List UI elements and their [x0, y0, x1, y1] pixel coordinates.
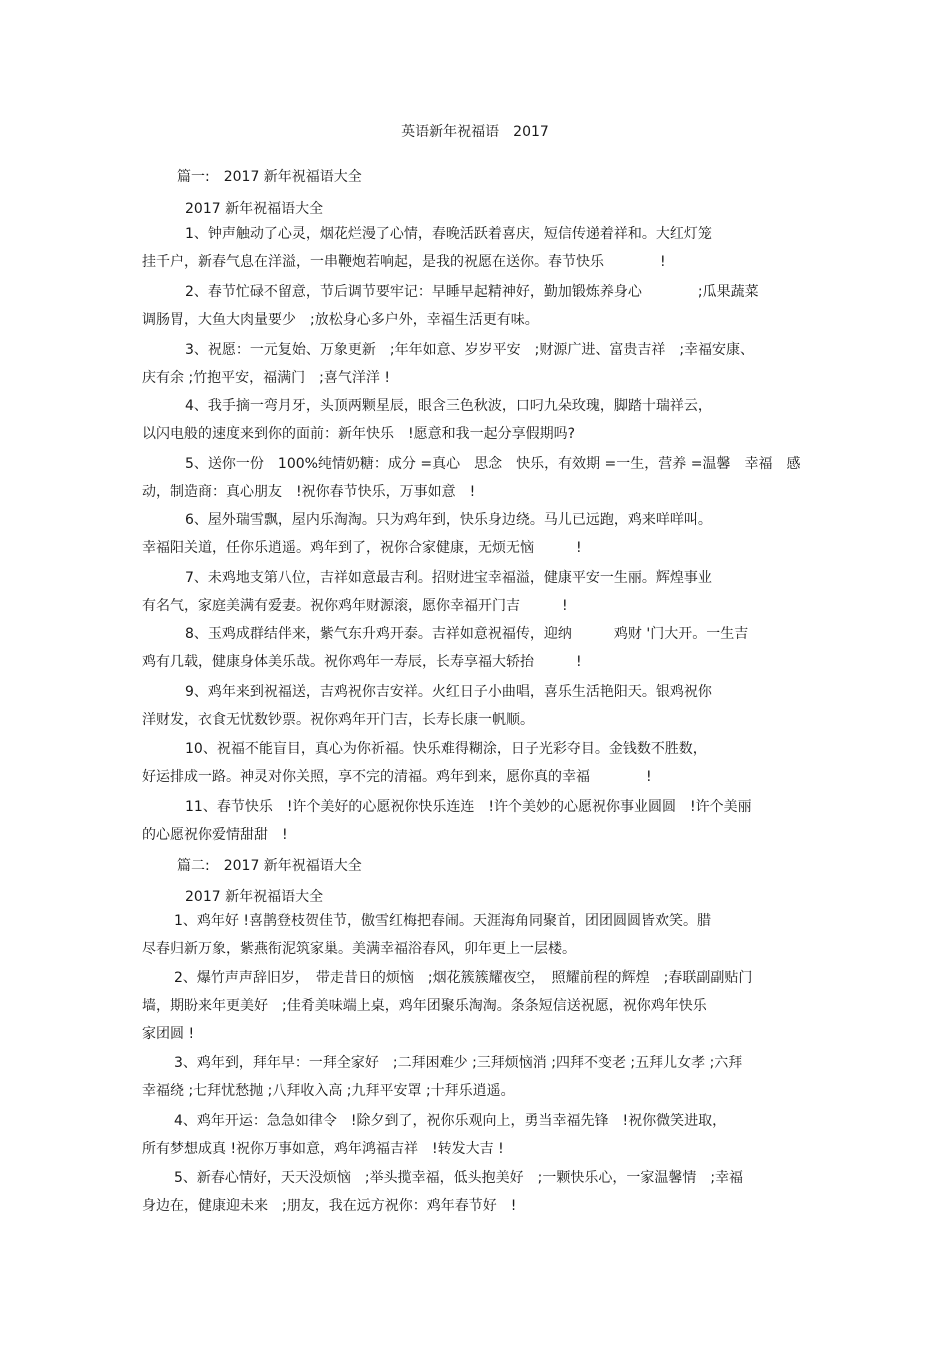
section1-paragraph-8: [142, 620, 812, 676]
paragraph-line: 洋财发，衣食无忧数钞票。祝你鸡年开门吉，长寿长康一帆顺。: [142, 712, 534, 728]
paragraph-line: 10、祝福不能盲目，真心为你祈福。快乐难得糊涂，日子光彩夺目。金钱数不胜数，: [185, 741, 707, 757]
section2-paragraph-5: [142, 1164, 812, 1220]
section2-heading: 篇二: 2017 新年祝福语大全: [177, 858, 362, 874]
paragraph-line: 所有梦想成真 !祝你万事如意，鸡年鸿福吉祥 !转发大吉 !: [142, 1141, 504, 1157]
section1-paragraph-5: [142, 450, 812, 506]
paragraph-line: 家团圆 !: [142, 1026, 195, 1042]
document-title: 英语新年祝福语 2017: [401, 124, 549, 140]
paragraph-line: 尽春归新万象，紫燕衔泥筑家巢。美满幸福浴春风，卯年更上一层楼。: [142, 941, 576, 957]
paragraph-line: 5、送你一份 100%纯情奶糖：成分 =真心 思念 快乐，有效期 =一生，营养 =温馨 幸福 感: [185, 456, 801, 472]
paragraph-line: 挂千户，新春气息在洋溢，一串鞭炮若响起，是我的祝愿在送你。春节快乐 !: [142, 254, 666, 270]
paragraph-line: 5、新春心情好，天天没烦恼 ;举头揽幸福，低头抱美好 ;一颗快乐心，一家温馨情 ;幸福: [174, 1170, 744, 1186]
section1-paragraph-3: [142, 336, 812, 392]
section1-subheading: 2017 新年祝福语大全: [185, 201, 324, 217]
paragraph-line: 的心愿祝你爱情甜甜 !: [142, 827, 288, 843]
section2-paragraph-4: [142, 1107, 812, 1163]
section2-paragraph-2: [142, 964, 812, 1048]
section1-paragraph-6: [142, 506, 812, 562]
paragraph-line: 2、爆竹声声辞旧岁， 带走昔日的烦恼 ;烟花簇簇耀夜空， 照耀前程的辉煌 ;春联副副贴门: [174, 970, 753, 986]
paragraph-line: 庆有余 ;竹抱平安，福满门 ;喜气洋洋 !: [142, 370, 390, 386]
paragraph-line: 幸福绕 ;七拜忧愁抛 ;八拜收入高 ;九拜平安罩 ;十拜乐逍遥。: [142, 1083, 515, 1099]
section2-paragraph-1: [142, 907, 812, 963]
paragraph-line: 身边在，健康迎未来 ;朋友，我在远方祝你：鸡年春节好 !: [142, 1198, 517, 1214]
paragraph-line: 以闪电般的速度来到你的面前：新年快乐 !愿意和我一起分享假期吗?: [142, 426, 576, 442]
paragraph-line: 幸福阳关道，任你乐逍遥。鸡年到了，祝你合家健康，无烦无恼 !: [142, 540, 582, 556]
section1-paragraph-2: [142, 278, 812, 334]
paragraph-line: 鸡有几载，健康身体美乐哉。祝你鸡年一寿辰，长寿享福大轿抬 !: [142, 654, 582, 670]
section1-paragraph-1: [142, 220, 812, 276]
section1-paragraph-4: [142, 392, 812, 448]
paragraph-line: 3、祝愿：一元复始、万象更新 ;年年如意、岁岁平安 ;财源广进、富贵吉祥 ;幸福安康、: [185, 342, 755, 358]
paragraph-line: 墙，期盼来年更美好 ;佳肴美味端上桌，鸡年团聚乐淘淘。条条短信送祝愿，祝你鸡年快乐: [142, 998, 707, 1014]
paragraph-line: 1、钟声触动了心灵，烟花烂漫了心情，春晚活跃着喜庆，短信传递着祥和。大红灯笼: [185, 226, 712, 242]
paragraph-line: 好运排成一路。神灵对你关照，享不完的清福。鸡年到来，愿你真的幸福 !: [142, 769, 652, 785]
paragraph-line: 1、鸡年好 !喜鹊登枝贺佳节，傲雪红梅把春闹。天涯海角同聚首，团团圆圆皆欢笑。腊: [174, 913, 711, 929]
paragraph-line: 3、鸡年到，拜年早：一拜全家好 ;二拜困难少 ;三拜烦恼消 ;四拜不变老 ;五拜儿女孝 ;六拜: [174, 1055, 743, 1071]
section2-subheading: 2017 新年祝福语大全: [185, 889, 324, 905]
paragraph-line: 6、屋外瑞雪飘，屋内乐淘淘。只为鸡年到，快乐身边绕。马儿已远跑，鸡来咩咩叫。: [185, 512, 712, 528]
paragraph-line: 11、春节快乐 !许个美好的心愿祝你快乐连连 !许个美妙的心愿祝你事业圆圆 !许个美丽: [185, 799, 752, 815]
paragraph-line: 调肠胃，大鱼大肉量要少 ;放松身心多户外，幸福生活更有味。: [142, 312, 539, 328]
paragraph-line: 2、春节忙碌不留意，节后调节要牢记：早睡早起精神好，勤加锻炼养身心 ;瓜果蔬菜: [185, 284, 759, 300]
section1-paragraph-9: [142, 678, 812, 734]
section1-heading: 篇一: 2017 新年祝福语大全: [177, 169, 362, 185]
section1-paragraph-10: [142, 735, 812, 791]
section1-paragraph-11: [142, 793, 812, 849]
paragraph-line: 7、未鸡地支第八位，吉祥如意最吉利。招财进宝幸福溢，健康平安一生丽。辉煌事业: [185, 570, 712, 586]
section1-paragraph-7: [142, 564, 812, 620]
paragraph-line: 4、我手摘一弯月牙，头顶两颗星辰，眼含三色秋波，口叼九朵玫瑰，脚踏十瑞祥云，: [185, 398, 712, 414]
paragraph-line: 9、鸡年来到祝福送，吉鸡祝你吉安祥。火红日子小曲唱，喜乐生活艳阳天。银鸡祝你: [185, 684, 712, 700]
paragraph-line: 有名气，家庭美满有爱妻。祝你鸡年财源滚，愿你幸福开门吉 !: [142, 598, 568, 614]
paragraph-line: 4、鸡年开运：急急如律令 !除夕到了，祝你乐观向上，勇当幸福先锋 !祝你微笑进取，: [174, 1113, 727, 1129]
section2-paragraph-3: [142, 1049, 812, 1105]
paragraph-line: 动，制造商：真心朋友 !祝你春节快乐，万事如意 !: [142, 484, 476, 500]
paragraph-line: 8、玉鸡成群结伴来，紫气东升鸡开泰。吉祥如意祝福传，迎纳 鸡财 '门大开。一生吉: [185, 626, 749, 642]
